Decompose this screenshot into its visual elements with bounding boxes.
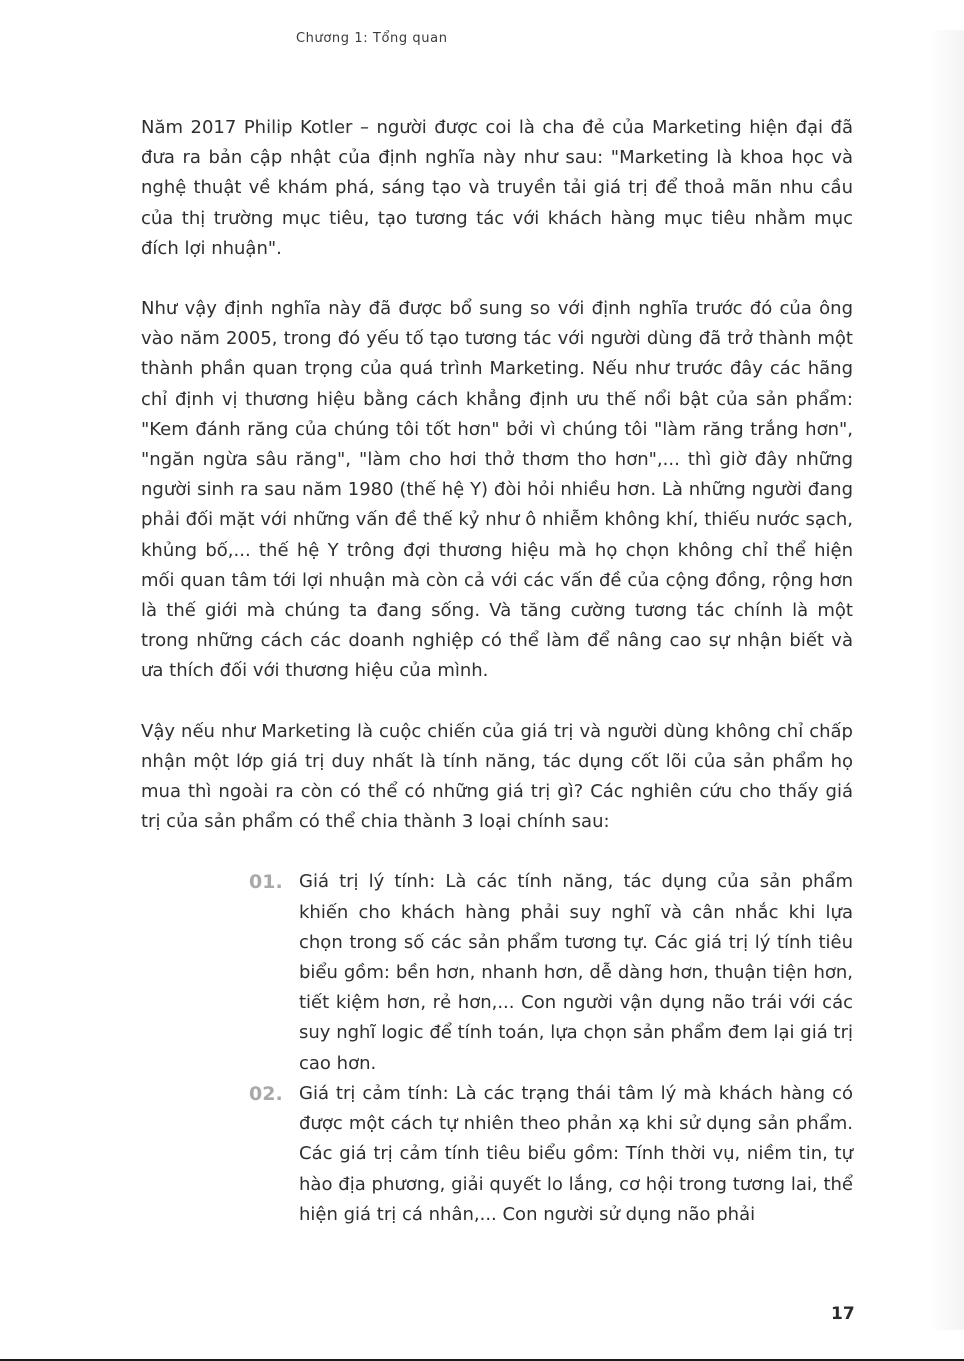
page-edge-shadow	[930, 30, 964, 1330]
list-item	[249, 1079, 853, 1230]
scan-margin	[0, 0, 34, 1361]
paragraph-kotler-definition: Năm 2017 Philip Kotler – người được coi là cha đẻ của Marketing hiện đại đã đưa ra bản cập nhật của định nghĩa này như sau: "Marketing là khoa học và nghệ thuật về khám phá, sáng tạo và truyền tải giá trị để thoả mãn nhu cầu của thị trường mục tiêu, tạo tương tác với khách hàng mục tiêu nhằm mục đích lợi nhuận".	[141, 117, 853, 259]
paragraph-interaction: Như vậy định nghĩa này đã được bổ sung so với định nghĩa trước đó của ông vào năm 2005, trong đó yếu tố tạo tương tác với người dùng đã trở thành một thành phần quan trọng của quá trình Marketing. Nếu như trước đây các hãng chỉ định vị thương hiệu bằng cách khẳng định ưu thế nổi bật của sản phẩm: "Kem đánh răng của chúng tôi tốt hơn" bởi vì chúng tôi "làm răng trắng hơn", "ngăn ngừa sâu răng", "làm cho hơi thở thơm tho hơn",... thì giờ đây những người sinh ra sau năm 1980 (thế hệ Y) đòi hỏi nhiều hơn. Là những người đang phải đối mặt với những vấn đề thế kỷ như ô nhiễm không khí, thiếu nước sạch, khủng bố,... thế hệ Y trông đợi thương hiệu mà họ chọn không chỉ thể hiện mối quan tâm tới lợi nhuận mà còn cả với các vấn đề của cộng đồng, rộng hơn là thế giới mà chúng ta đang sống. Và tăng cường tương tác chính là một trong những cách các doanh nghiệp có thể làm để nâng cao sự nhận biết và ưa thích đối với thương hiệu của mình.	[141, 298, 853, 682]
paragraph-value-types-intro: Vậy nếu như Marketing là cuộc chiến của giá trị và người dùng không chỉ chấp nhận một lớp giá trị duy nhất là tính năng, tác dụng cốt lõi của sản phẩm họ mua thì ngoài ra còn có thể có những giá trị gì? Các nghiên cứu cho thấy giá trị của sản phẩm có thể chia thành 3 loại chính sau:	[141, 720, 853, 833]
running-header: Chương 1: Tổng quan	[296, 31, 448, 46]
list-item-text: Giá trị cảm tính: Là các trạng thái tâm lý mà khách hàng có được một cách tự nhiên theo phản xạ khi sử dụng sản phẩm. Các giá trị cảm tính tiêu biểu gồm: Tính thời vụ, niềm tin, tự hào địa phương, giải quyết lo lắng, cơ hội trong tương lai, thể hiện giá trị cá nhân,... Con người sử dụng não phải	[299, 1082, 853, 1225]
value-types-list	[249, 867, 853, 1229]
page-content	[141, 113, 853, 1230]
page-number: 17	[831, 1304, 855, 1324]
list-item-number: 01.	[249, 871, 283, 894]
list-item-text: Giá trị lý tính: Là các tính năng, tác dụng của sản phẩm khiến cho khách hàng phải suy nghĩ và cân nhắc khi lựa chọn trong số các sản phẩm tương tự. Các giá trị lý tính tiêu biểu gồm: bền hơn, nhanh hơn, dễ dàng hơn, thuận tiện hơn, tiết kiệm hơn, rẻ hơn,... Con người vận dụng não trái với các suy nghĩ logic để tính toán, lựa chọn sản phẩm đem lại giá trị cao hơn.	[299, 871, 853, 1074]
list-item-number: 02.	[249, 1082, 283, 1105]
list-item	[249, 867, 853, 1078]
